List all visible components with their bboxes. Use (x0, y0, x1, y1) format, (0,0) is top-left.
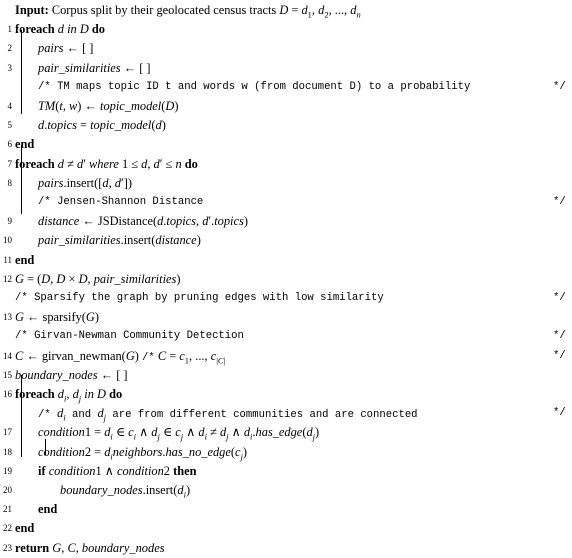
algo-statement: foreach d ≠ d′ where 1 ≤ d, d′ ≤ n do (15, 156, 198, 171)
algo-line (0, 519, 572, 538)
algo-statement: foreach $d_i$, $d_j$ in D do (15, 387, 123, 404)
comment-end: */ (553, 349, 566, 362)
algo-comment: /* TM maps topic ID t and words w (from document D) to a probability (38, 80, 471, 93)
algo-line (0, 39, 572, 58)
algo-line (0, 366, 572, 385)
algo-statement: pair_similarities ← [ ] (38, 60, 151, 75)
comment-end: */ (553, 196, 566, 208)
algo-line (0, 423, 572, 442)
algo-line (0, 155, 572, 174)
algo-line (0, 308, 572, 327)
algo-statement: d.topics = topic_model(d) (38, 118, 166, 133)
algo-statement: return G, C, boundary_nodes (15, 540, 165, 555)
line-number: 12 (3, 273, 12, 284)
line-number: 18 (3, 446, 12, 457)
algo-line (0, 443, 572, 462)
algo-comment: /* Jensen-Shannon Distance (38, 196, 204, 208)
line-number: 13 (3, 312, 12, 323)
line-number: 14 (3, 350, 12, 361)
line-number: 8 (7, 177, 12, 188)
algo-statement: end (38, 502, 58, 517)
algo-line (0, 231, 572, 250)
algo-statement: if condition1 ∧ condition2 then (38, 463, 197, 478)
line-number: 17 (3, 427, 12, 438)
algo-line (0, 135, 572, 154)
line-number: 6 (7, 139, 12, 150)
line-number: 1 (7, 24, 12, 35)
algo-line (0, 1, 572, 20)
line-number: 2 (7, 43, 12, 54)
algo-statement: $boundary\_nodes.insert(d_i)$ (60, 483, 191, 500)
comment-end: */ (553, 292, 566, 304)
algo-statement: end (15, 137, 35, 152)
algo-line (0, 462, 572, 481)
line-number: 10 (3, 235, 12, 246)
line-number: 4 (7, 101, 12, 111)
algo-statement: pairs.insert([d, d′]) (38, 175, 132, 190)
line-number: 20 (3, 485, 12, 495)
algo-statement: end (15, 252, 35, 267)
algo-comment: /* $d_i$ and $d_j$ are from different communities and are connected (38, 406, 418, 423)
algo-statement: end (15, 521, 35, 536)
line-number: 16 (3, 389, 12, 399)
algo-statement: Input: Corpus split by their geolocated census tracts $D = d_1$, $d_2$, ..., $d_n$ (15, 3, 361, 20)
algo-line (0, 385, 572, 404)
algo-statement: foreach d in D do (15, 22, 105, 37)
algo-line (0, 59, 572, 78)
algo-comment: /* Girvan-Newman Community Detection (15, 330, 244, 343)
algo-line (0, 116, 572, 135)
comment-end: */ (553, 330, 566, 343)
comment-end: */ (553, 407, 566, 420)
algo-statement: C ← girvan_newman(G) /* $C = c_1$, ..., $c_{|C|}$ (15, 348, 226, 366)
line-number: 19 (3, 465, 12, 476)
algo-line (0, 481, 572, 500)
algo-statement: boundary_nodes ← [ ] (15, 367, 128, 382)
algo-statement: condition1 = $d_i$ ∈ $c_i$ ∧ $d_j$ ∈ $c_j$ ∧ $d_i \ne d_j$ ∧ $d_i.has\_edge(d_j)$ (38, 425, 320, 442)
algo-line (0, 500, 572, 519)
line-number: 3 (7, 62, 12, 73)
algo-statement: G ← sparsify(G) (15, 310, 99, 325)
comment-end: */ (553, 80, 566, 93)
algo-line (0, 20, 572, 39)
algo-statement: pair_similarities.insert(distance) (38, 233, 201, 248)
algo-line (0, 270, 572, 289)
algo-comment: /* Sparsify the graph by pruning edges with low similarity (15, 292, 384, 304)
algo-line (0, 97, 572, 116)
algo-line (0, 78, 572, 97)
algo-statement: condition2 = $d_ineighbors.has\_no\_edge(c_j)$ (38, 444, 248, 462)
line-number: 9 (7, 216, 12, 227)
algo-statement: G = (D, D × D, pair_similarities) (15, 271, 181, 286)
algo-line (0, 193, 572, 212)
line-number: 23 (3, 542, 12, 553)
algo-line (0, 404, 572, 423)
line-number: 22 (3, 523, 12, 534)
algo-statement: pairs ← [ ] (38, 41, 94, 56)
algo-line (0, 212, 572, 231)
algo-line (0, 539, 572, 558)
algo-line (0, 174, 572, 193)
algo-statement: TM(t, w) ← topic_model(D) (38, 99, 179, 113)
algo-line (0, 327, 572, 346)
algo-line (0, 289, 572, 308)
line-number: 21 (3, 504, 12, 515)
line-number: 11 (3, 254, 12, 265)
algo-statement: distance ← JSDistance(d.topics, d′.topics) (38, 214, 248, 229)
line-number: 15 (3, 369, 12, 380)
algo-line (0, 347, 572, 366)
line-number: 7 (7, 158, 12, 169)
algo-line (0, 251, 572, 270)
line-number: 5 (7, 120, 12, 131)
